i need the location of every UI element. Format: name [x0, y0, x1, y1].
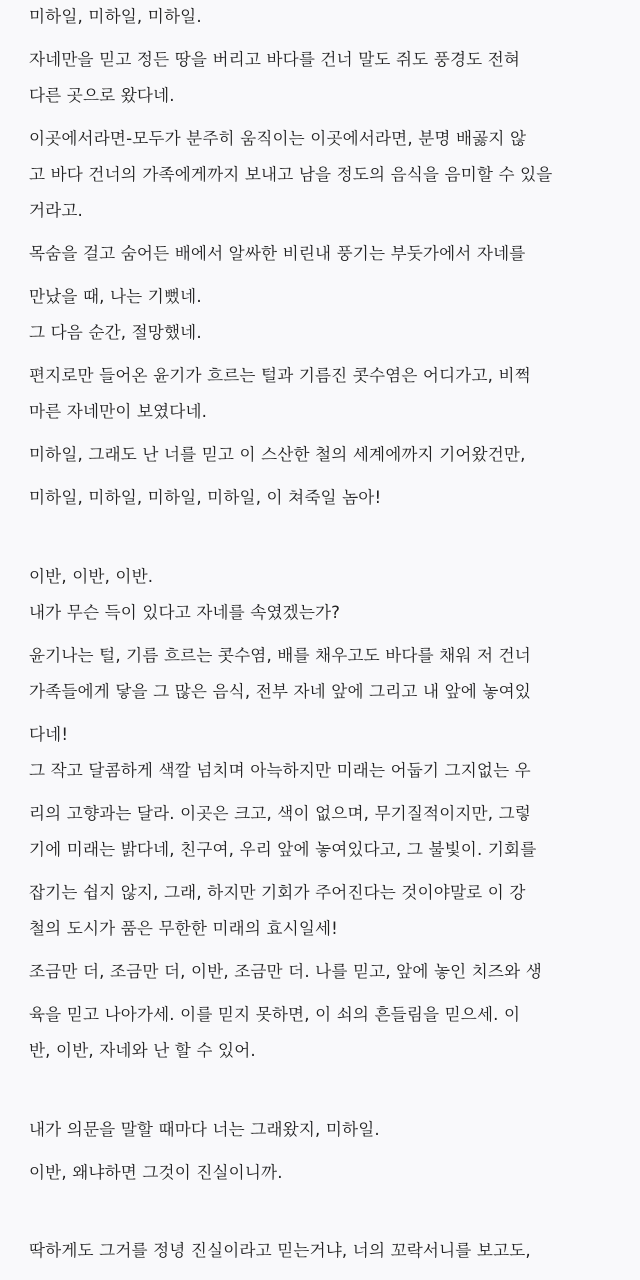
- text-line: 미하일, 미하일, 미하일.: [29, 7, 202, 26]
- text-line: 육을 믿고 나아가세. 이를 믿지 못하면, 이 쇠의 흔들림을 믿으세. 이: [29, 1005, 521, 1024]
- text-line: 거라고.: [29, 201, 83, 220]
- text-line: 고 바다 건너의 가족에게까지 보내고 남을 정도의 음식을 음미할 수 있을: [29, 165, 553, 184]
- text-line: 마른 자네만이 보였다네.: [29, 402, 208, 421]
- text-line: 기에 미래는 밝다네, 친구여, 우리 앞에 놓여있다고, 그 불빛이. 기회를: [29, 840, 537, 859]
- text-line: 미하일, 미하일, 미하일, 미하일, 이 쳐죽일 놈아!: [29, 488, 382, 507]
- text-line: 리의 고향과는 달라. 이곳은 크고, 색이 없으며, 무기질적이지만, 그렇: [29, 804, 531, 823]
- text-line: 철의 도시가 품은 무한한 미래의 효시일세!: [29, 919, 338, 938]
- text-line: 조금만 더, 조금만 더, 이반, 조금만 더. 나를 믿고, 앞에 놓인 치즈와 생: [29, 962, 542, 981]
- text-line: 다른 곳으로 왔다네.: [29, 86, 175, 105]
- text-line: 미하일, 그래도 난 너를 믿고 이 스산한 철의 세계에까지 기어왔건만,: [29, 445, 526, 464]
- text-line: 편지로만 들어온 윤기가 흐르는 털과 기름진 콧수염은 어디가고, 비쩍: [29, 366, 531, 385]
- text-line: 그 다음 순간, 절망했네.: [29, 323, 202, 342]
- text-line: 목숨을 걸고 숨어든 배에서 알싸한 비린내 풍기는 부둣가에서 자네를: [29, 244, 526, 263]
- text-line: 반, 이반, 자네와 난 할 수 있어.: [29, 1041, 256, 1060]
- text-line: 그 작고 달콤하게 색깔 넘치며 아늑하지만 미래는 어둡기 그지없는 우: [29, 761, 531, 780]
- text-line: 윤기나는 털, 기름 흐르는 콧수염, 배를 채우고도 바다를 채워 저 건너: [29, 646, 531, 665]
- text-line: 내가 의문을 말할 때마다 너는 그래왔지, 미하일.: [29, 1120, 380, 1139]
- text-line: 잡기는 쉽지 않지, 그래, 하지만 기회가 주어진다는 것이야말로 이 강: [29, 883, 526, 902]
- text-line: 다네!: [29, 725, 69, 744]
- text-line: 이곳에서라면-모두가 분주히 움직이는 이곳에서라면, 분명 배곯지 않: [29, 129, 527, 148]
- text-line: 이반, 왜냐하면 그것이 진실이니까.: [29, 1163, 283, 1182]
- text-line: 만났을 때, 나는 기뻤네.: [29, 287, 202, 306]
- text-line: 자네만을 믿고 정든 땅을 버리고 바다를 건너 말도 쥐도 풍경도 전혀: [29, 50, 521, 69]
- text-line: 내가 무슨 득이 있다고 자네를 속였겠는가?: [29, 603, 341, 622]
- text-line: 가족들에게 닿을 그 많은 음식, 전부 자네 앞에 그리고 내 앞에 놓여있: [29, 682, 531, 701]
- text-line: 이반, 이반, 이반.: [29, 567, 154, 586]
- text-line: 딱하게도 그거를 정녕 진실이라고 믿는거냐, 너의 꼬락서니를 보고도,: [29, 1241, 531, 1260]
